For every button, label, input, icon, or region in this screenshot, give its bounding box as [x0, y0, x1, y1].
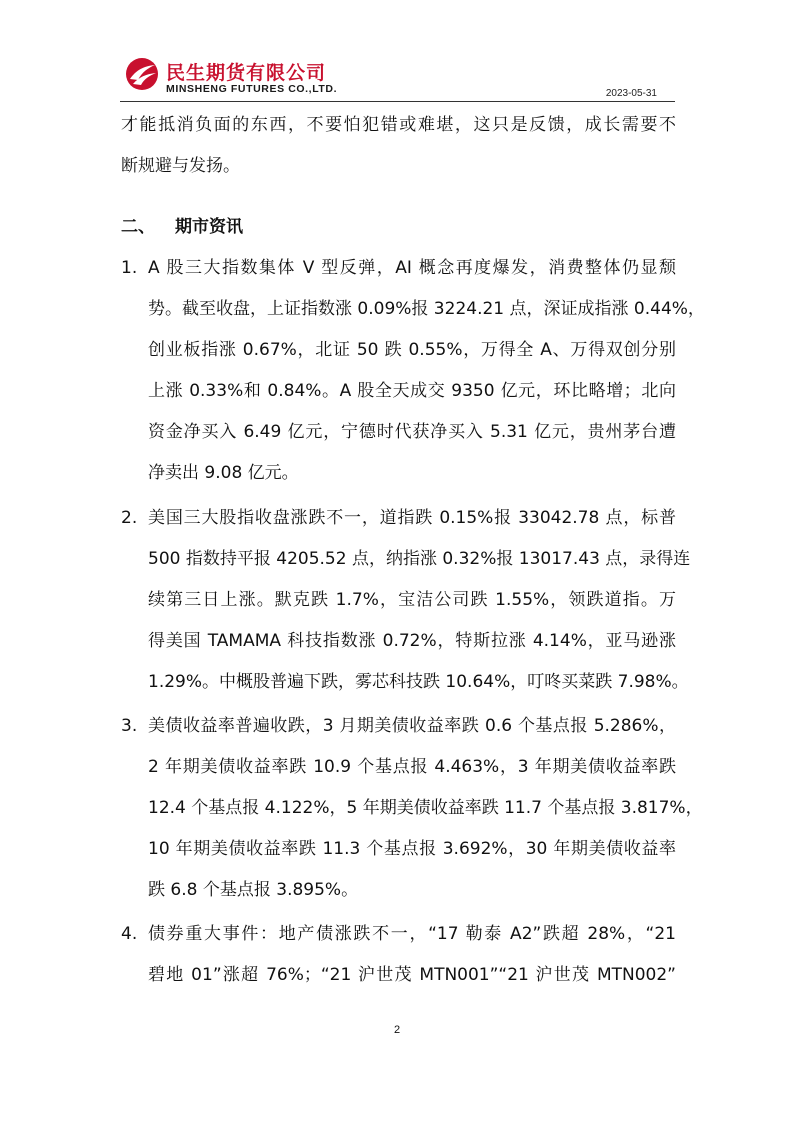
item-line: 美国三大股指收盘涨跌不一，道指跌 0.15%报 33042.78 点，标普	[148, 508, 676, 528]
intro-line: 才能抵消负面的东西，不要怕犯错或难堪，这只是反馈，成长需要不	[121, 115, 676, 135]
item-body	[148, 498, 691, 703]
item-line: 得美国 TAMAMA 科技指数涨 0.72%，特斯拉涨 4.14%，亚马逊涨	[148, 631, 676, 651]
intro-paragraph	[121, 105, 676, 187]
section-number: 二、	[121, 217, 155, 237]
item-line: 资金净买入 6.49 亿元，宁德时代获净买入 5.31 亿元，贵州茅台遭	[148, 422, 676, 442]
item-line: 美债收益率普遍收跌，3 月期美债收益率跌 0.6 个基点报 5.286%，	[148, 716, 676, 736]
item-line: 10 年期美债收益率跌 11.3 个基点报 3.692%，30 年期美债收益率	[148, 839, 676, 859]
item-line: 12.4 个基点报 4.122%，5 年期美债收益率跌 11.7 个基点报 3.817%，	[148, 798, 703, 818]
item-number: 3.	[121, 716, 138, 736]
item-line: 续第三日上涨。默克跌 1.7%，宝洁公司跌 1.55%，领跌道指。万	[148, 590, 676, 610]
section-heading	[121, 207, 243, 248]
item-line: 创业板指涨 0.67%，北证 50 跌 0.55%，万得全 A、万得双创分别	[148, 340, 676, 360]
item-number: 4.	[121, 924, 138, 944]
item-number: 1.	[121, 258, 138, 278]
minsheng-logo-icon	[124, 56, 160, 92]
item-line: 1.29%。中概股普遍下跌，雾芯科技跌 10.64%，叮咚买菜跌 7.98%。	[148, 672, 689, 692]
item-line: 2 年期美债收益率跌 10.9 个基点报 4.463%，3 年期美债收益率跌	[148, 757, 676, 777]
report-date: 2023-05-31	[605, 88, 657, 99]
item-line: 500 指数持平报 4205.52 点，纳指涨 0.32%报 13017.43 点，录得连	[148, 549, 691, 569]
item-body	[148, 914, 676, 996]
item-line: 势。截至收盘，上证指数涨 0.09%报 3224.21 点，深证成指涨 0.44%，	[148, 299, 705, 319]
item-line: 跌 6.8 个基点报 3.895%。	[148, 880, 359, 900]
item-line: 碧地 01”涨超 76%；“21 沪世茂 MTN001”“21 沪世茂 MTN002”	[148, 965, 676, 985]
item-line: A 股三大指数集体 V 型反弹，AI 概念再度爆发，消费整体仍显颓	[148, 258, 676, 278]
item-body	[148, 248, 705, 494]
page-number: 2	[393, 1024, 401, 1036]
page-header	[120, 52, 675, 102]
item-body	[148, 706, 703, 911]
header-divider	[120, 101, 675, 102]
brand-name-cn: 民生期货有限公司	[166, 62, 327, 84]
item-line: 净卖出 9.08 亿元。	[148, 463, 299, 483]
item-number: 2.	[121, 508, 138, 528]
section-title: 期市资讯	[175, 217, 243, 237]
brand-name-en: MINSHENG FUTURES CO.,LTD.	[166, 83, 338, 95]
item-line: 债券重大事件：地产债涨跌不一，“17 勒泰 A2”跌超 28%，“21	[148, 924, 676, 944]
intro-line: 断规避与发扬。	[121, 156, 240, 176]
item-line: 上涨 0.33%和 0.84%。A 股全天成交 9350 亿元，环比略增；北向	[148, 381, 676, 401]
